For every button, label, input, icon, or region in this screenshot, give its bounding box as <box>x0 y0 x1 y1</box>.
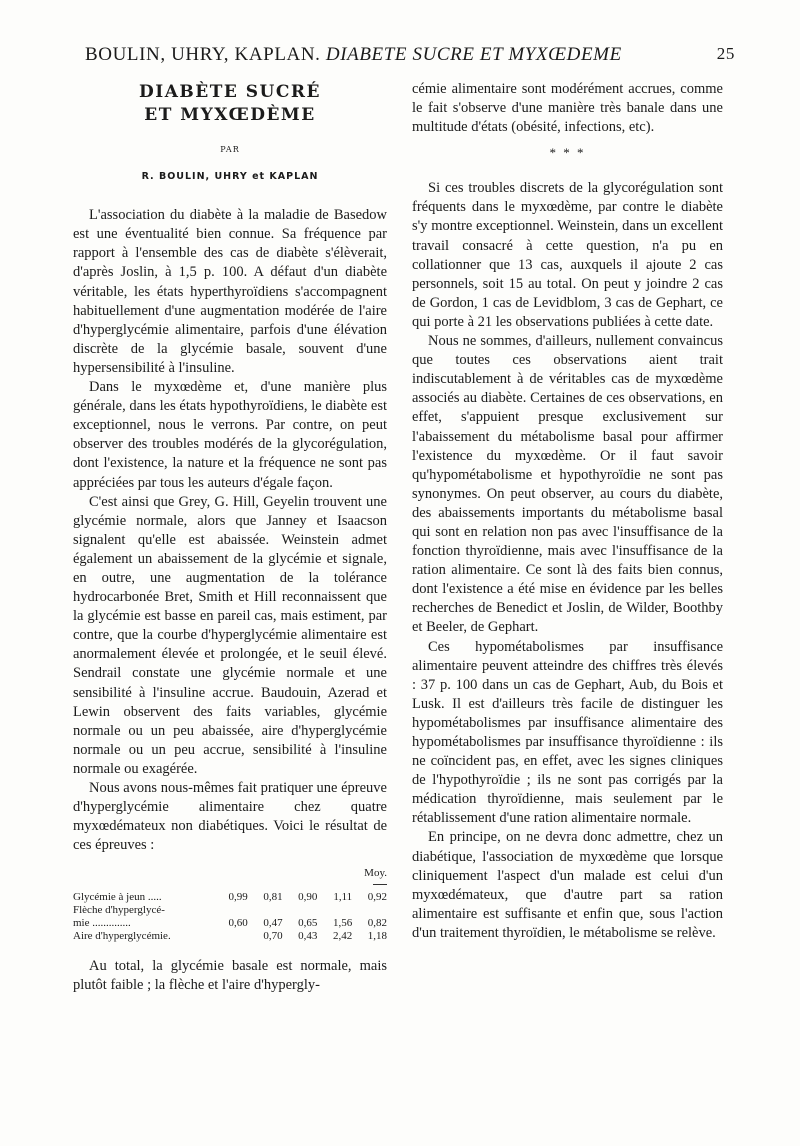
table-row: Glycémie à jeun ..... 0,99 0,81 0,90 1,11 0,92 <box>73 890 387 903</box>
glycemia-table <box>73 867 387 943</box>
article-authors: R. BOULIN, UHRY et KAPLAN <box>141 171 319 183</box>
running-head <box>85 44 735 74</box>
section-separator: * * * <box>549 145 586 161</box>
header-authors: BOULIN, UHRY, KAPLAN. <box>85 44 321 65</box>
paragraph: C'est ainsi que Grey, G. Hill, Geyelin trouvent une glycémie normale, alors que Janney et Isaacson signalent qu'elle est abaissée. Weinstein admet également un abaissement de la glycémie et signale, en outre, une augmentation de la tolérance hydrocarbonée Bret, Smith et Hill reconnaissent que la glycémie est basse en pareil cas, mais estiment, par contre, que la courbe d'hyperglycémie alimentaire est anormalement élevée et prolongée, et le seuil élevé. Sendrail constate une glycémie normale et une sensibilité à l'insuline accrue. Baudouin, Azerad et Lewin observent des faits variables, glycémie normale ou un peu abaissée, aire d'hyperglycémie normale ou un peu accrue, sensibilité à l'insuline normale ou exagérée. <box>73 493 387 777</box>
paragraph: En principe, on ne devra donc admettre, chez un diabétique, l'association de myxœdème que lorsque cliniquement l'aspect d'un malade est celui d'un myxœdémateux, que d'autre part sa ration alimentaire est suffisante et enfin que, sous l'action d'un traitement thyroïdien, le métabolisme se relève. <box>412 829 723 941</box>
table-row: Flèche d'hyperglycé- <box>73 903 165 916</box>
paragraph: Nous ne sommes, d'ailleurs, nullement convaincus que toutes ces observations aient trait indiscutablement à de véritables cas de myxœdème associés au diabète. Certaines de ces observations, en effet, s'appuient presque exclusivement sur l'abaissement du métabolisme basal pour affirmer l'existence du myxœdème. Or il faut savoir qu'hypométabolisme et hypothyroïdie ne sont pas synonymes. On peut observer, au cours du diabète, des abaissements importants du métabolisme basal qui sont en relation non pas avec l'insuffisance de la fonction thyroïdienne, mais avec l'insuffisance de la ration alimentaire. Ce sont là des faits bien connus, dont l'existence a été mise en évidence par les belles recherches de Benedict et Joslin, de Wilder, Boothby et Beeler, de Gephart. <box>412 333 723 636</box>
article-title-line-1: DIABÈTE SUCRÉ <box>139 82 321 102</box>
right-column <box>412 80 723 943</box>
moy-label: Moy. <box>364 867 387 880</box>
paragraph: Ces hypométabolismes par insuffisance alimentaire peuvent atteindre des chiffres très élevés : 37 p. 100 dans un cas de Gephart, Aub, du Bois et Lusk. Il est d'ailleurs très facile de distinguer les hypométabolismes par insuffisance alimentaire des hypométabolismes par insuffisance thyroïdienne : ils ne coïncident pas, en effet, avec les signes cliniques de l'hypothyroïdie ; ils ne sont pas corrigés par la médication thyroïdienne, mais seulement par le rétablissement d'une ration alimentaire normale. <box>412 638 723 827</box>
page-number: 25 <box>716 44 735 63</box>
par-label: PAR <box>220 145 240 154</box>
table-row: mie .............. 0,60 0,47 0,65 1,56 0,82 <box>73 916 387 929</box>
table-header-row <box>73 867 387 890</box>
article-title-line-2: ET MYXŒDÈME <box>144 105 316 125</box>
table-row: Aire d'hyperglycémie. 0,70 0,43 2,42 1,18 <box>73 930 387 943</box>
left-column <box>73 80 387 996</box>
paragraph: L'association du diabète à la maladie de Basedow est une éventualité bien connue. Sa fréquence par rapport à l'ensemble des cas de diabète s'élèverait, d'après Joslin, à 1,5 p. 100. A défaut d'un diabète véritable, les états hyperthyroïdiens s'accompagnent habituellement d'une augmentation modérée de l'aire d'hyperglycémie alimentaire, parfois d'une élévation discrète de la glycémie basale, souvent d'une hypersensibilité à l'insuline. <box>73 207 387 376</box>
paragraph-continued: cémie alimentaire sont modérément accrues, comme le fait s'observe d'une manière très banale dans une multitude d'états (obésité, infections, etc). <box>412 81 723 136</box>
paragraph: Nous avons nous-mêmes fait pratiquer une épreuve d'hyperglycémie alimentaire chez quatre myxœdémateux non diabétiques. Voici le résultat de ces épreuves : <box>73 780 387 854</box>
paragraph: Dans le myxœdème et, d'une manière plus générale, dans les états hypothyroïdiens, le diabète est exceptionnel, nous le verrons. Par contre, on peut observer des troubles modérés de la glycorégulation, dont l'existence, la nature et la fréquence ne sont pas appréciées par tous les auteurs d'égale façon. <box>73 379 387 491</box>
paragraph: Au total, la glycémie basale est normale, mais plutôt faible ; la flèche et l'aire d'hypergly- <box>73 958 387 994</box>
paragraph: Si ces troubles discrets de la glycorégulation sont fréquents dans le myxœdème, par contre le diabète s'y montre exceptionnel. Weinstein, dans un excellent travail consacré à cette question, n'a pu en collationner que 13 cas, auxquels il ajoute 2 cas personnels, soit 15 au total. On peut y joindre 2 cas de Gordon, 1 cas de Levidblom, 3 cas de Gephart, ce qui porte à 21 les observations publiées à cette date. <box>412 180 723 330</box>
header-article-title: DIABETE SUCRE ET MYXŒDEME <box>325 44 622 65</box>
